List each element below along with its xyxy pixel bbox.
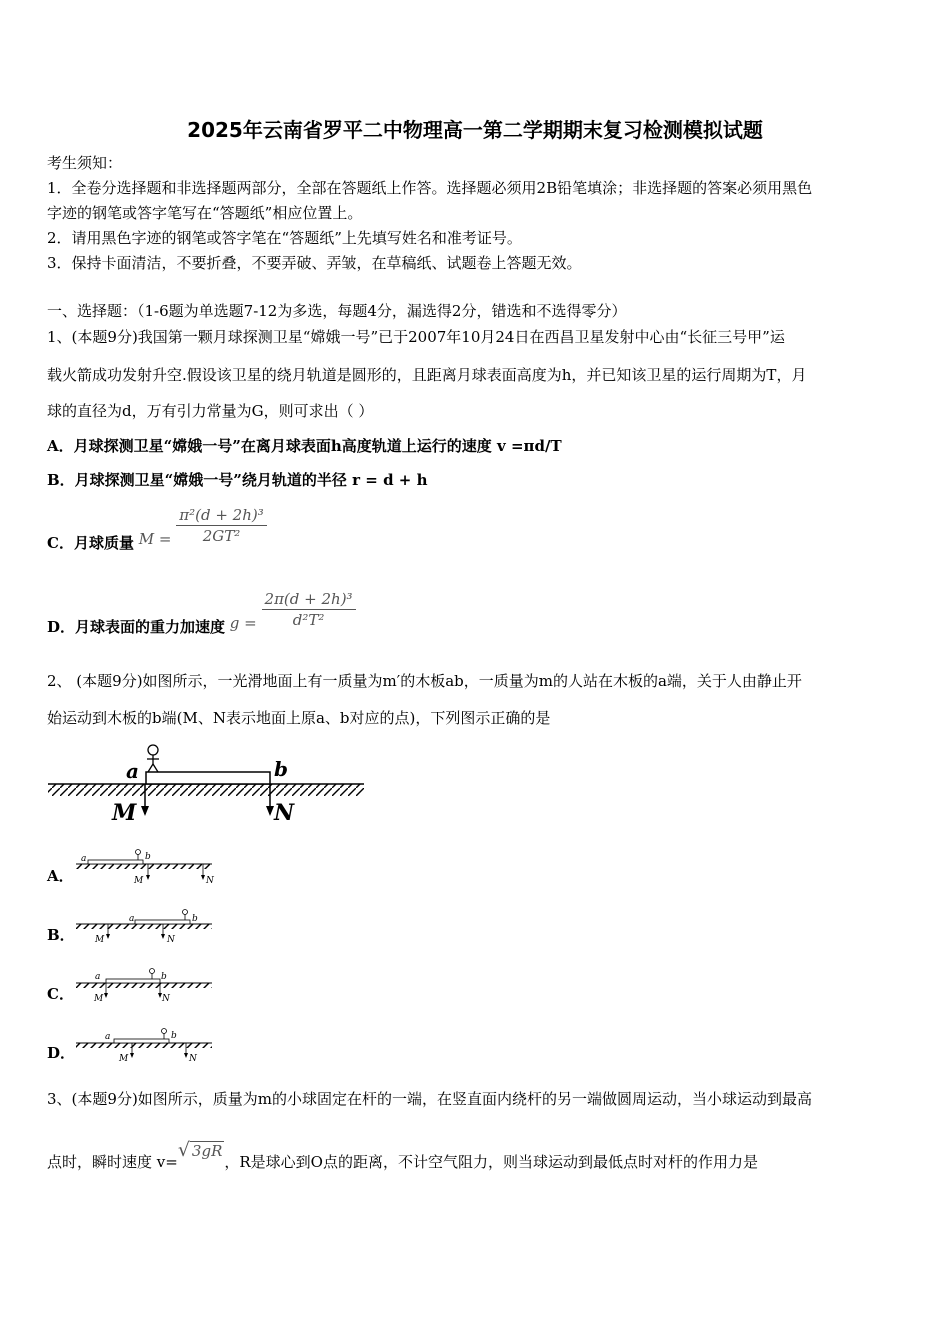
- fraction-numerator: π²(d + 2h)³: [176, 505, 267, 526]
- q2-option-b-label: B．: [47, 926, 75, 944]
- q3-text-pre: 点时，瞬时速度 v=: [47, 1153, 178, 1171]
- option-label: C．月球质量: [47, 533, 134, 552]
- option-label: D．月球表面的重力加速度: [47, 617, 226, 636]
- q1-option-a: A．月球探测卫星“嫦娥一号”在离月球表面h高度轨道上运行的速度 v =πd/T: [47, 437, 562, 455]
- sqrt-expression: √ 3gR: [177, 1139, 223, 1161]
- q2-option-b-figure: [74, 907, 224, 947]
- formula-lhs: M =: [138, 529, 172, 548]
- label-N: N: [189, 1054, 197, 1064]
- label-N: N: [274, 800, 295, 826]
- label-b: b: [274, 757, 288, 781]
- notice-item: 3．保持卡面清洁，不要折叠，不要弄破、弄皱，在草稿纸、试题卷上答题无效。: [47, 254, 582, 272]
- notice-item: 2．请用黑色字迹的钢笔或答字笔在“答题纸”上先填写姓名和准考证号。: [47, 229, 522, 247]
- fraction-numerator: 2π(d + 2h)³: [262, 589, 356, 610]
- q2-option-d-label: D．: [47, 1044, 76, 1062]
- person-icon: [147, 745, 159, 772]
- label-b: b: [145, 852, 151, 862]
- person-icon: [162, 1029, 167, 1040]
- fraction-denominator: 2GT²: [202, 527, 241, 545]
- label-b: b: [171, 1031, 177, 1041]
- q1-option-c: [47, 505, 267, 552]
- q1-option-b: B．月球探测卫星“嫦娥一号”绕月轨道的半径 r = d + h: [47, 471, 428, 489]
- label-M: M: [134, 876, 144, 886]
- question-3-text: [47, 1139, 758, 1171]
- q2-option-c-label: C．: [47, 985, 74, 1003]
- label-M: M: [119, 1054, 129, 1064]
- label-b: b: [192, 914, 198, 924]
- label-b: b: [161, 972, 167, 982]
- label-a: a: [81, 854, 87, 864]
- label-M: M: [94, 994, 104, 1004]
- person-icon: [150, 969, 155, 980]
- page-title: 2025年云南省罗平二中物理高一第二学期期末复习检测模拟试题: [187, 118, 763, 142]
- question-3-text: 3、(本题9分)如图所示，质量为m的小球固定在杆的一端，在竖直面内绕杆的另一端做圆周运动，当小球运动到最高: [47, 1090, 813, 1108]
- person-icon: [183, 910, 188, 921]
- formula-lhs: g =: [229, 613, 257, 632]
- sqrt-radicand: 3gR: [191, 1142, 223, 1160]
- label-a: a: [126, 759, 139, 783]
- section-heading: 一、选择题：（1-6题为单选题7-12为多选，每题4分，漏选得2分，错选和不选得零分）: [47, 302, 627, 320]
- label-M: M: [95, 935, 105, 945]
- label-N: N: [167, 935, 175, 945]
- fraction-denominator: d²T²: [292, 611, 325, 629]
- notice-item: 1．全卷分选择题和非选择题两部分，全部在答题纸上作答。选择题必须用2B铅笔填涂；非选择题的答案必须用黑色: [47, 179, 813, 197]
- board-figure: [44, 740, 374, 830]
- label-a: a: [95, 972, 101, 982]
- q2-option-d-figure: [74, 1025, 224, 1065]
- q3-text-post: ，R是球心到O点的距离，不计空气阻力，则当球运动到最低点时对杆的作用力是: [224, 1153, 758, 1171]
- notice-item: 字迹的钢笔或答字笔写在“答题纸”相应位置上。: [47, 204, 363, 222]
- label-M: M: [112, 800, 137, 826]
- q2-option-a-figure: [74, 848, 224, 888]
- question-2-text: 始运动到木板的b端(M、N表示地面上原a、b对应的点)，下列图示正确的是: [47, 709, 551, 727]
- label-a: a: [105, 1032, 111, 1042]
- label-N: N: [206, 876, 214, 886]
- notice-heading: 考生须知：: [47, 154, 123, 172]
- question-1-text: 载火箭成功发射升空.假设该卫星的绕月轨道是圆形的，且距离月球表面高度为h，并已知该卫星的运行周期为T，月: [47, 366, 807, 384]
- fraction: [176, 505, 267, 546]
- q1-option-d: [47, 589, 356, 636]
- question-1-text: 球的直径为d，万有引力常量为G，则可求出（ ）: [47, 402, 374, 420]
- label-a: a: [129, 914, 135, 924]
- ground-hatch: [48, 784, 364, 796]
- person-icon: [136, 850, 141, 861]
- question-2-text: 2、 (本题9分)如图所示，一光滑地面上有一质量为m′的木板ab，一质量为m的人站在木板的a端，关于人由静止开: [47, 672, 802, 690]
- q2-option-a-label: A．: [47, 867, 74, 885]
- q2-option-c-figure: [74, 966, 224, 1006]
- label-N: N: [162, 994, 170, 1004]
- question-1-text: 1、(本题9分)我国第一颗月球探测卫星“嫦娥一号”已于2007年10月24日在西昌卫星发射中心由“长征三号甲”运: [47, 328, 785, 346]
- fraction: [262, 589, 356, 630]
- wooden-board: [146, 772, 270, 784]
